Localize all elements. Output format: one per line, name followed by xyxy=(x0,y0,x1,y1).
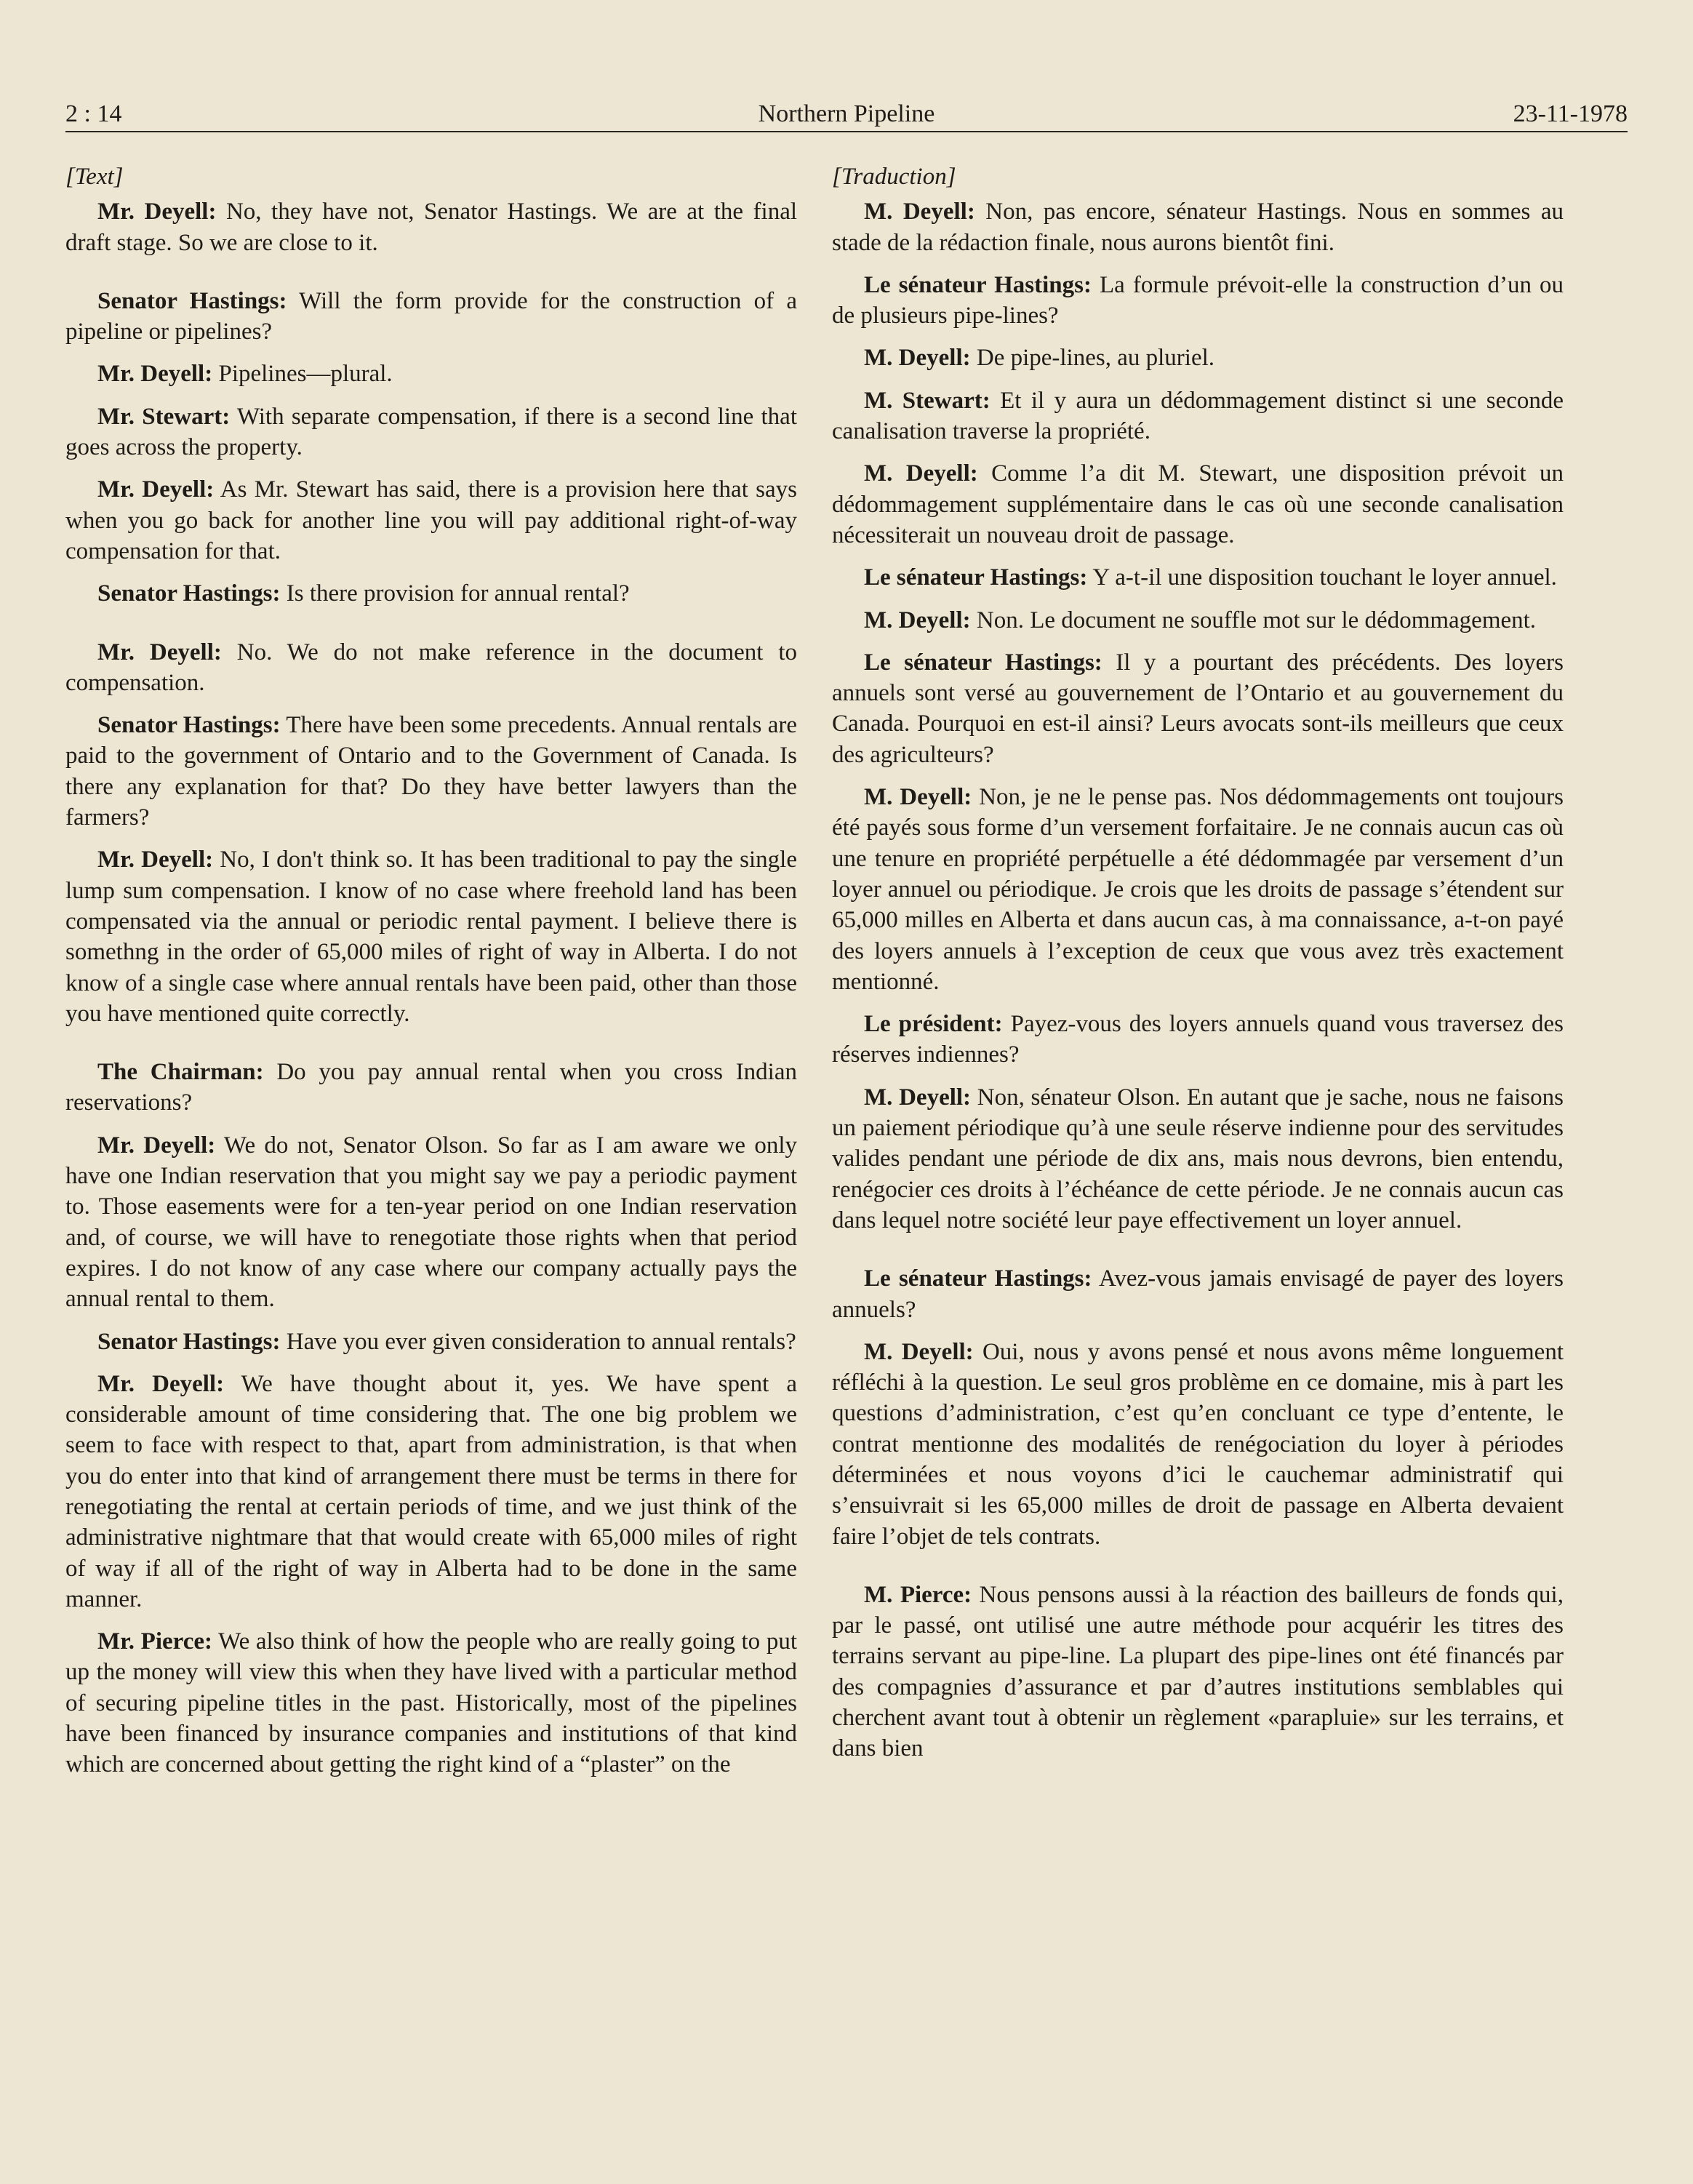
transcript-paragraph xyxy=(65,1327,797,1357)
page-number: 2 : 14 xyxy=(65,100,122,127)
transcript-paragraph xyxy=(832,647,1564,770)
transcript-paragraph xyxy=(832,1337,1564,1552)
speaker-name: M. Deyell: xyxy=(864,784,972,811)
speaker-name: Senator Hastings: xyxy=(97,1328,281,1355)
speech-text: Payez-vous des loyers annuels quand vous traversez des réserves indiennes? xyxy=(832,1011,1564,1068)
speech-text: Non, sénateur Olson. En autant que je sache, nous ne faisons un paiement périodique qu’à une seule réserve indienne pour des servitudes valides pendant une période de dix ans, mais nous devrons, bien entendu, renégocier ces droits à l’échéance de cette période. Je ne connais aucun cas dans lequel notre société leur paye effectivement un loyer annuel. xyxy=(832,1084,1564,1233)
speech-text: We do not, Senator Olson. So far as I am aware we only have one Indian reservation that you might say we pay a periodic payment to. Those easements were for a ten-year period on one Indian reservation and, of course, we will have to renegotiate those rights when that period expires. I do not know of any case where our company actually pays the annual rental to them. xyxy=(65,1132,797,1313)
transcript-paragraph xyxy=(832,1009,1564,1071)
transcript-paragraph xyxy=(65,196,797,258)
page-header xyxy=(65,86,1628,132)
speech-text: Avez-vous jamais envisagé de payer des loyers annuels? xyxy=(832,1265,1564,1323)
speaker-name: Mr. Pierce: xyxy=(97,1628,212,1655)
speaker-name: Le sénateur Hastings: xyxy=(864,564,1088,591)
transcript-paragraph xyxy=(65,844,797,1029)
speech-text: With separate compensation, if there is a second line that goes across the property. xyxy=(65,403,797,461)
language-marker-traduction: [Traduction] xyxy=(832,164,956,190)
speech-text: We also think of how the people who are really going to put up the money will view this when they have lived with a particular method of securing pipeline titles in the past. Historically, most of the pipelines have been financed by insurance companies and institutions of that kind which are concerned about getting the right kind of a “plaster” on the xyxy=(65,1628,798,1778)
speaker-name: Senator Hastings: xyxy=(97,712,281,739)
transcript-paragraph xyxy=(65,578,797,609)
speaker-name: Mr. Deyell: xyxy=(97,199,217,225)
transcript-paragraph xyxy=(65,1130,797,1315)
speaker-name: Mr. Deyell: xyxy=(97,1370,225,1397)
speech-text: La formule prévoit-elle la construction d’un ou de plusieurs pipe-lines? xyxy=(832,271,1564,329)
speaker-name: M. Deyell: xyxy=(864,1338,974,1365)
speaker-name: The Chairman: xyxy=(97,1059,264,1086)
speech-text: Nous pensons aussi à la réaction des bailleurs de fonds qui, par le passé, ont utilisé une autre méthode pour acquérir les titres des terrains servant au pipe-line. La plupart des pipe-lines ont été financés par des compagnies d’assurance et par d’autres institutions semblables qui cherchent avant tout à obtenir un règlement «parapluie» sur les terrains, et dans bien xyxy=(832,1581,1564,1762)
speech-text: Comme l’a dit M. Stewart, une disposition prévoit un dédommagement supplémentaire dans le cas où une seconde canalisation nécessiterait un nouveau droit de passage. xyxy=(832,460,1564,548)
speaker-name: Senator Hastings: xyxy=(97,287,287,314)
transcript-paragraph xyxy=(65,474,797,567)
speaker-name: M. Pierce: xyxy=(864,1581,972,1608)
speech-text: Pipelines—plural. xyxy=(212,361,393,388)
speaker-name: Le sénateur Hastings: xyxy=(864,271,1092,298)
speaker-name: M. Deyell: xyxy=(864,345,971,372)
transcript-paragraph xyxy=(65,1057,797,1119)
speech-text: Will the form provide for the construction of a pipeline or pipelines? xyxy=(65,287,797,345)
language-marker-text: [Text] xyxy=(65,164,124,190)
transcript-paragraph xyxy=(65,710,797,833)
transcript-paragraph xyxy=(832,1580,1564,1764)
speaker-name: Mr. Deyell: xyxy=(97,1132,216,1159)
transcript-paragraph xyxy=(65,637,797,699)
speaker-name: Mr. Deyell: xyxy=(97,361,213,388)
french-column xyxy=(832,161,1564,1776)
speech-text: Et il y aura un dédommagement distinct si une seconde canalisation traverse la propriété. xyxy=(832,387,1564,445)
transcript-paragraph xyxy=(65,286,797,348)
speech-text: De pipe-lines, au pluriel. xyxy=(970,345,1215,372)
speech-text: No, I don't think so. It has been traditional to pay the single lump sum compensation. I know of no case where freehold land has been compensated via the annual or periodic rental payment. I believe there is somethng in the order of 65,000 miles of right of way in Alberta. I do not know of a single case where annual rentals have been paid, other than those you have mentioned quite correctly. xyxy=(65,847,798,1027)
speech-text: Have you ever given consideration to annual rentals? xyxy=(280,1328,796,1355)
header-date: 23-11-1978 xyxy=(1513,100,1628,127)
transcript-paragraph xyxy=(832,270,1564,332)
speech-text: Do you pay annual rental when you cross Indian reservations? xyxy=(65,1059,797,1116)
speech-text: Y a-t-il une disposition touchant le loyer annuel. xyxy=(1087,564,1557,591)
transcript-paragraph xyxy=(832,1082,1564,1236)
speech-text: As Mr. Stewart has said, there is a provision here that says when you go back for another line you will pay additional right-of-way compensation for that. xyxy=(65,476,797,564)
speech-text: Non, je ne le pense pas. Nos dédommagements ont toujours été payés sous forme d’un versement forfaitaire. Je ne connais aucun cas où une tenure en propriété perpétuelle a été dédommagée par versement d’un loyer annuel ou périodique. Je crois que les droits de passage s’étendent sur 65,000 milles en Alberta et dans aucun cas, à ma connaissance, a-t-on payé des loyers annuels à l’exception de ceux que vous avez très exactement mentionné. xyxy=(832,784,1564,995)
transcript-paragraph xyxy=(832,562,1564,593)
speech-text: There have been some precedents. Annual rentals are paid to the government of Ontario and to the Government of Canada. Is there any explanation for that? Do they have better lawyers than the farmers? xyxy=(65,712,797,831)
transcript-paragraph xyxy=(65,359,797,389)
speech-text: Il y a pourtant des précédents. Des loyers annuels sont versé au gouvernement de l’Ontario et au gouvernement du Canada. Pourquoi en est-il ainsi? Leurs avocats sont-ils meilleurs que ceux des agriculteurs? xyxy=(832,649,1564,768)
speaker-name: Mr. Deyell: xyxy=(97,847,214,873)
speaker-name: M. Deyell: xyxy=(864,1084,972,1111)
speaker-name: Le président: xyxy=(864,1011,1003,1038)
speaker-name: Mr. Deyell: xyxy=(97,476,215,503)
transcript-paragraph xyxy=(65,1369,797,1615)
speaker-name: M. Deyell: xyxy=(864,607,971,633)
speaker-name: Le sénateur Hastings: xyxy=(864,649,1102,676)
speech-text: No, they have not, Senator Hastings. We are at the final draft stage. So we are close to it. xyxy=(65,199,798,256)
transcript-paragraph xyxy=(832,782,1564,997)
transcript-paragraph xyxy=(832,458,1564,551)
speaker-name: M. Stewart: xyxy=(864,387,990,414)
transcript-paragraph xyxy=(65,401,797,463)
transcript-paragraph xyxy=(832,605,1564,636)
transcript-paragraph xyxy=(65,1626,797,1780)
speech-text: Is there provision for annual rental? xyxy=(280,580,630,607)
speaker-name: M. Deyell: xyxy=(864,199,975,225)
speaker-name: Le sénateur Hastings: xyxy=(864,1265,1092,1292)
speech-text: No. We do not make reference in the document to compensation. xyxy=(65,639,797,696)
speaker-name: Mr. Stewart: xyxy=(97,403,231,430)
speech-text: Oui, nous y avons pensé et nous avons même longuement réfléchi à la question. Le seul gros problème en ce domaine, mis à part les questions d’administration, c’est qu’en concluant ce type d’entente, le contrat mentionne des modalités de renégociation du loyer à périodes déterminées et nous voyons d’ici le cauchemar administratif qui s’ensuivrait si les 65,000 milles de droit de passage en Alberta devaient faire l’objet de tels contrats. xyxy=(832,1338,1564,1550)
transcript-paragraph xyxy=(832,1263,1564,1325)
english-column xyxy=(65,161,797,1792)
transcript-paragraph xyxy=(832,385,1564,447)
speech-text: Non. Le document ne souffle mot sur le dédommagement. xyxy=(970,607,1537,633)
speaker-name: Mr. Deyell: xyxy=(97,639,222,665)
speech-text: We have thought about it, yes. We have spent a considerable amount of time considering that. The one big problem we seem to face with respect to that, apart from administration, is that when you do enter into that kind of arrangement there must be terms in there for renegotiating the rental at certain periods of time, and we just think of the administrative nightmare that that would create with 65,000 miles of right of way if all of the right of way in Alberta had to be done in the same manner. xyxy=(65,1370,797,1612)
running-title: Northern Pipeline xyxy=(758,100,935,127)
transcript-paragraph xyxy=(832,343,1564,373)
speaker-name: M. Deyell: xyxy=(864,460,978,487)
transcript-paragraph xyxy=(832,196,1564,258)
speech-text: Non, pas encore, sénateur Hastings. Nous en sommes au stade de la rédaction finale, nous aurons bientôt fini. xyxy=(832,199,1564,256)
speaker-name: Senator Hastings: xyxy=(97,580,281,607)
